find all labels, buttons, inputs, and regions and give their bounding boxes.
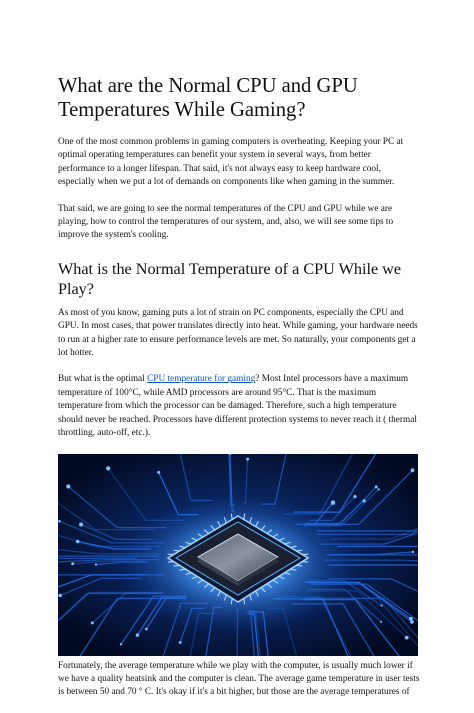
circuit-node: [380, 621, 382, 623]
circuit-node: [411, 468, 415, 472]
section-paragraph-3: Fortunately, the average temperature while we play with the computer, is usually much lower if we have a quality heatsink and the computer is clean. The average game temperature in user tests is between 50 and 70 ° C. It's okay if it's a bit higher, but those are the average temperatures of: [58, 660, 420, 700]
circuit-node: [331, 500, 335, 504]
circuit-node: [59, 593, 62, 596]
circuit-node: [66, 484, 70, 488]
circuit-node: [412, 550, 414, 552]
circuit-node: [246, 457, 249, 460]
intro-paragraph-2: That said, we are going to see the normal temperatures of the CPU and GPU while we are playing, how to control the temperatures of our system, and, also, we will see some tips to improve the system's cooling.: [58, 203, 420, 243]
section-paragraph-2: [58, 373, 420, 440]
circuit-node: [71, 562, 74, 565]
paragraph-text-after-link: ? Most Intel processors have a maximum temperature of 100°C, while AMD processors are around 95°C. That is the maximum temperature from which the processor can be damaged. Therefore, such a high temperature should never be reached. Processors have different protection systems to never reach it ( thermal throttling, auto-off, etc.).: [58, 374, 417, 438]
circuit-node: [409, 616, 413, 620]
circuit-node: [76, 539, 80, 543]
circuit-node: [58, 520, 61, 523]
circuit-node: [179, 641, 182, 644]
document-page: [58, 74, 420, 713]
circuit-node: [157, 470, 160, 473]
circuit-node: [106, 466, 110, 470]
circuit-node: [353, 495, 356, 498]
circuit-node: [120, 643, 122, 645]
paragraph-text-before-link: But what is the optimal: [58, 374, 147, 384]
circuit-node: [375, 485, 378, 488]
circuit-node: [378, 488, 380, 490]
section-heading-cpu-temperature: What is the Normal Temperature of a CPU While we Play?: [58, 259, 420, 299]
circuit-node: [405, 635, 409, 639]
circuit-node: [79, 522, 83, 526]
circuit-node: [136, 633, 139, 636]
circuit-node: [363, 499, 366, 502]
section-paragraph-1: As most of you know, gaming puts a lot of strain on PC components, especially the CPU and GPU. In most cases, that power translates directly into heat. While gaming, your hardware needs to run at a higher rate to ensure performance levels are met. So naturally, your components get a lot hotter.: [58, 307, 420, 361]
circuit-node: [95, 563, 97, 565]
circuit-node: [91, 621, 94, 624]
cpu-circuit-image: [58, 454, 418, 656]
chip-pin: [174, 550, 180, 551]
circuit-node: [145, 627, 148, 630]
chip-pin: [296, 550, 302, 551]
intro-paragraph-1: One of the most common problems in gaming computers is overheating. Keeping your PC at optimal operating temperatures can benefit your system in several ways, from better performance to a longer lifespan. That said, it's not always easy to keep hardware cool, especially when we put a lot of demands on components like when gaming in the summer.: [58, 136, 420, 190]
document-title: What are the Normal CPU and GPU Temperatures While Gaming?: [58, 74, 420, 122]
circuit-node: [381, 604, 383, 606]
cpu-temperature-link[interactable]: CPU temperature for gaming: [147, 374, 255, 384]
